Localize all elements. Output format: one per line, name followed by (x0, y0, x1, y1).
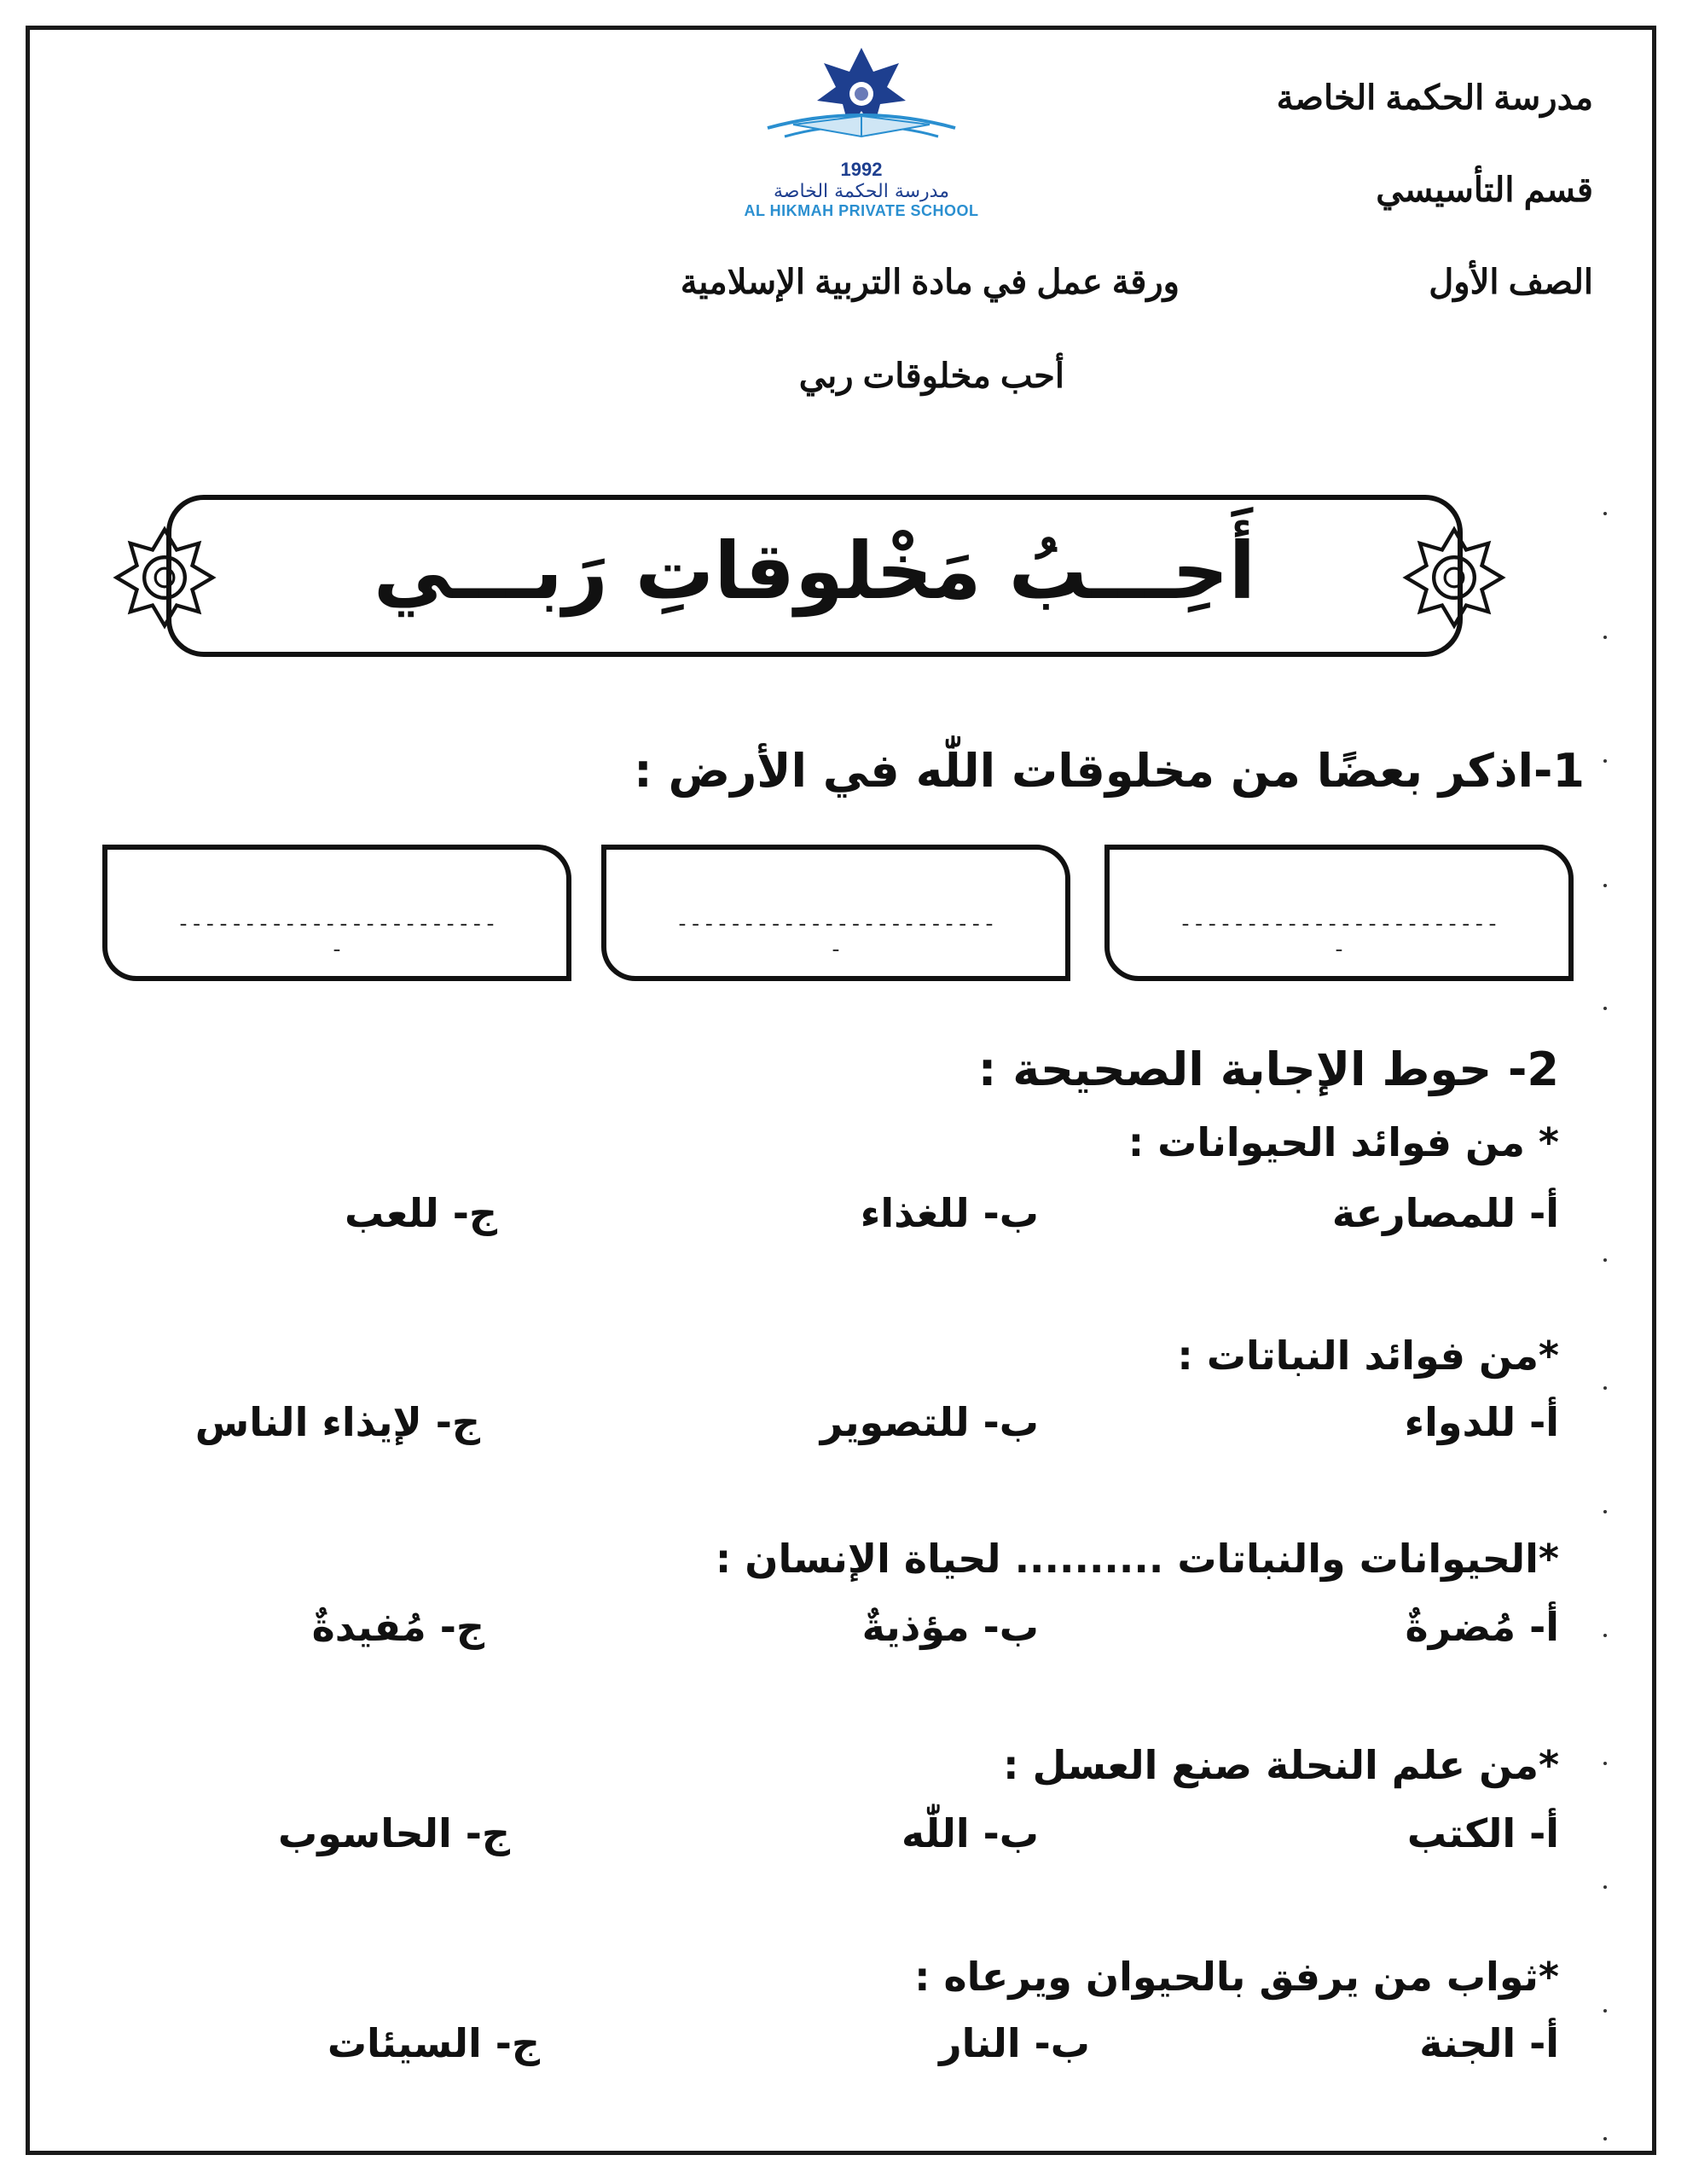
banner-title: أَحِـــبُ مَخْلوقاتِ رَبـــي (373, 526, 1256, 617)
star-ornament-icon (1399, 522, 1510, 633)
grade: الصف الأول (1429, 264, 1593, 301)
scan-dot (1603, 1258, 1607, 1262)
answer-line: ------------------------- (1179, 911, 1499, 962)
question-2: 2- حوط الإجابة الصحيحة : (977, 1043, 1559, 1096)
scan-dot (1603, 1510, 1607, 1513)
option-a[interactable]: أ- للدواء (1404, 1399, 1559, 1445)
item-prompt: *الحيوانات والنباتات .......... لحياة الإنسان : (715, 1536, 1559, 1582)
item-prompt: *من فوائد النباتات : (1177, 1333, 1559, 1379)
option-b[interactable]: ب- النار (939, 2020, 1090, 2066)
option-b[interactable]: ب- للتصوير (820, 1399, 1039, 1445)
item-prompt: *من علم النحلة صنع العسل : (1003, 1742, 1559, 1788)
school-name: مدرسة الحكمة الخاصة (1276, 79, 1593, 117)
answer-line: ------------------------- (177, 911, 497, 962)
worksheet-title: ورقة عمل في مادة التربية الإسلامية (680, 264, 1180, 301)
scan-dot (1603, 2137, 1607, 2140)
scan-dot (1603, 1007, 1607, 1010)
option-a[interactable]: أ- الكتب (1406, 1810, 1559, 1856)
scan-dot (1603, 1634, 1607, 1637)
scan-dot (1603, 636, 1607, 639)
option-a[interactable]: أ- مُضرةٌ (1405, 1604, 1559, 1650)
option-a[interactable]: أ- للمصارعة (1331, 1190, 1559, 1236)
scan-dot (1603, 1762, 1607, 1765)
option-c[interactable]: ج- مُفيدةٌ (311, 1604, 484, 1650)
option-c[interactable]: ج- السيئات (327, 2020, 540, 2066)
school-logo (716, 43, 1006, 222)
scan-dot (1603, 1885, 1607, 1889)
scan-dot (1603, 759, 1607, 763)
option-a[interactable]: أ- الجنة (1419, 2020, 1559, 2066)
lesson-title: أحب مخلوقات ربي (798, 357, 1064, 395)
answer-box[interactable] (102, 845, 571, 981)
item-prompt: *ثواب من يرفق بالحيوان ويرعاه : (914, 1954, 1559, 2000)
option-b[interactable]: ب- مؤذيةٌ (861, 1604, 1039, 1650)
scan-dot (1603, 2009, 1607, 2013)
answer-box[interactable] (1104, 845, 1574, 981)
department: قسم التأسيسي (1376, 171, 1593, 209)
answer-line: ------------------------- (675, 911, 996, 962)
option-b[interactable]: ب- للغذاء (860, 1190, 1039, 1236)
logo-name-arabic: مدرسة الحكمة الخاصة (773, 181, 950, 202)
scan-dot (1603, 512, 1607, 515)
scan-dot (1603, 884, 1607, 887)
option-c[interactable]: ج- الحاسوب (277, 1810, 510, 1856)
logo-name-english: AL HIKMAH PRIVATE SCHOOL (744, 202, 979, 219)
answer-box[interactable] (601, 845, 1070, 981)
logo-year: 1992 (840, 159, 883, 180)
logo-emblem-icon (733, 43, 989, 162)
option-c[interactable]: ج- لإيذاء الناس (194, 1399, 480, 1445)
question-1: 1-اذكر بعضًا من مخلوقات اللّٰه في الأرض : (634, 744, 1585, 798)
item-prompt: * من فوائد الحيوانات : (1128, 1119, 1559, 1165)
option-c[interactable]: ج- للعب (345, 1190, 497, 1236)
scan-dot (1603, 1386, 1607, 1390)
title-banner (166, 495, 1463, 657)
option-b[interactable]: ب- اللّٰه (901, 1810, 1039, 1856)
